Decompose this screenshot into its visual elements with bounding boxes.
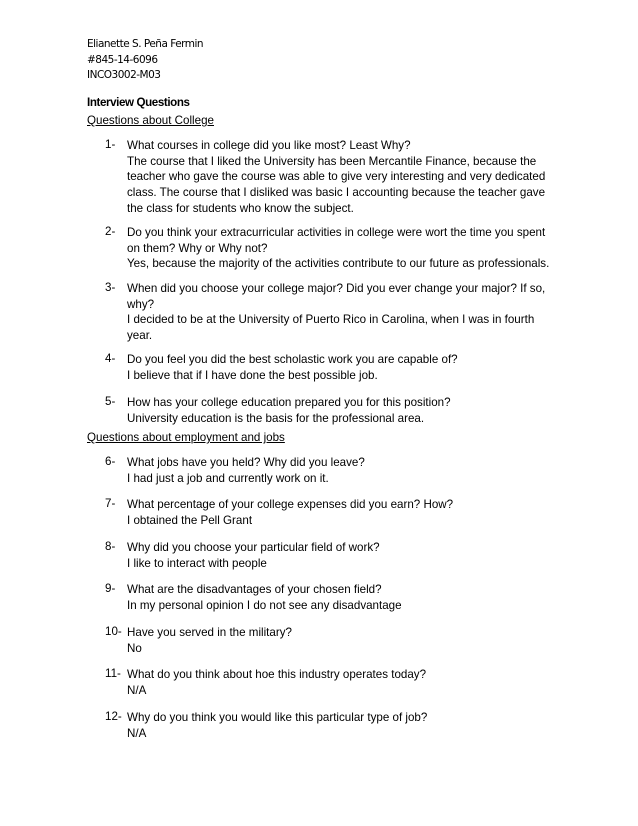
question-item <box>127 582 557 613</box>
answer-text: I decided to be at the University of Puerto Rico in Carolina, when I was in fourth year. <box>127 313 535 343</box>
answer-text: N/A <box>127 683 147 697</box>
question-number: 4- <box>105 352 116 365</box>
answer-text: I had just a job and currently work on it. <box>127 471 329 485</box>
question-item <box>127 540 557 571</box>
question-item <box>127 667 557 698</box>
question-item <box>127 225 557 272</box>
question-text: How has your college education prepared you for this position? <box>127 396 451 409</box>
question-item <box>127 138 557 217</box>
question-item <box>127 497 557 528</box>
question-text: What jobs have you held? Why did you leave? <box>127 456 365 469</box>
question-number: 3- <box>105 281 116 294</box>
question-number: 12- <box>105 710 122 723</box>
question-text: Why do you think you would like this particular type of job? <box>127 711 428 724</box>
question-item <box>127 395 557 426</box>
question-number: 9- <box>105 582 116 595</box>
answer-text: N/A <box>127 726 147 740</box>
question-text: When did you choose your college major? Did you ever change your major? If so, why? <box>127 282 546 311</box>
question-item <box>127 625 557 656</box>
author-name: Elianette S. Peña Fermin <box>87 38 204 50</box>
answer-text: I believe that if I have done the best possible job. <box>127 368 378 382</box>
document-title: Interview Questions <box>87 96 190 109</box>
answer-text: The course that I liked the University has been Mercantile Finance, because the teacher who gave the course was able to give very interesting and very dedicated class. The course that I disliked was basic I accounting because the teacher gave the class for students who know the subject. <box>127 154 546 215</box>
question-number: 5- <box>105 395 116 408</box>
question-text: Have you served in the military? <box>127 626 292 639</box>
question-number: 8- <box>105 540 116 553</box>
question-text: Why did you choose your particular field of work? <box>127 541 380 554</box>
answer-text: Yes, because the majority of the activities contribute to our future as professionals. <box>127 257 550 271</box>
answer-text: In my personal opinion I do not see any disadvantage <box>127 598 402 612</box>
question-number: 11- <box>105 667 121 680</box>
question-number: 6- <box>105 455 116 468</box>
question-number: 2- <box>105 225 116 238</box>
question-text: What courses in college did you like most? Least Why? <box>127 139 411 152</box>
course-code: INCO3002-M03 <box>87 69 161 81</box>
answer-text: University education is the basis for the professional area. <box>127 411 425 425</box>
question-text: What are the disadvantages of your chosen field? <box>127 583 382 596</box>
question-text: Do you think your extracurricular activities in college were wort the time you spent on them? Why or Why not? <box>127 226 546 255</box>
question-text: What do you think about hoe this industry operates today? <box>127 668 427 681</box>
section-heading-employment: Questions about employment and jobs <box>87 431 285 444</box>
question-item <box>127 352 557 383</box>
question-item <box>127 281 557 344</box>
question-text: Do you feel you did the best scholastic work you are capable of? <box>127 353 458 366</box>
student-id: #845-14-6096 <box>87 54 158 66</box>
answer-text: I like to interact with people <box>127 556 267 570</box>
question-text: What percentage of your college expenses did you earn? How? <box>127 498 454 511</box>
question-number: 10- <box>105 625 122 638</box>
answer-text: No <box>127 641 142 655</box>
question-number: 1- <box>105 138 116 151</box>
question-number: 7- <box>105 497 116 510</box>
section-heading-college: Questions about College <box>87 114 214 127</box>
answer-text: I obtained the Pell Grant <box>127 513 253 527</box>
question-item <box>127 455 557 486</box>
question-item <box>127 710 557 741</box>
